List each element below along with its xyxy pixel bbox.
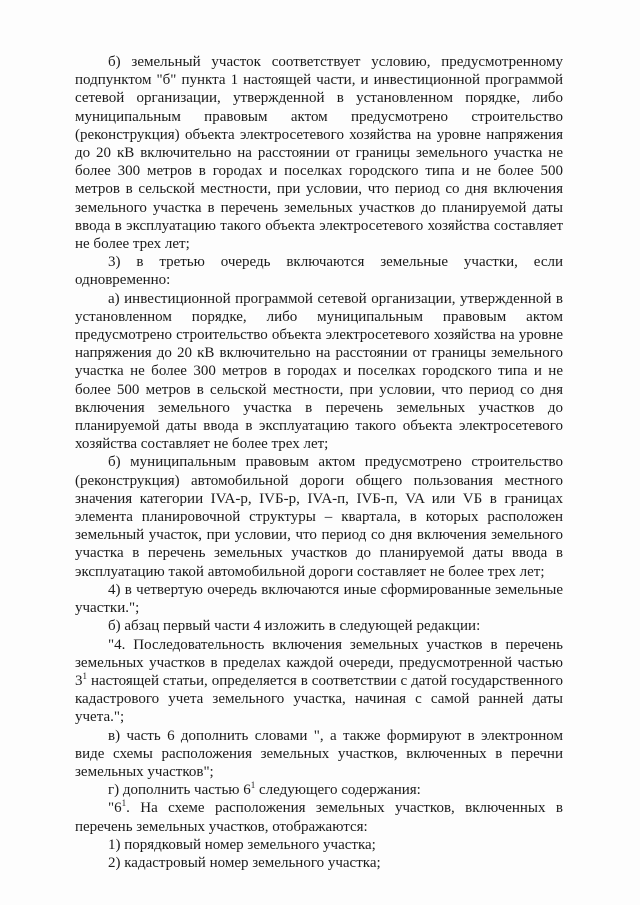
paragraph-3b: б) муниципальным правовым актом предусмотрено строительство (реконструкция) автомобильной дороги общего пользования местного значения категории IVA-р, IVБ-р, IVA-п, IVБ-п, VA или VБ в границах элемента планировочной структуры – квартала, в которых расположен земельный участок, при условии, что период со дня включения земельного участка в перечень земельных участков до планируемой даты ввода в эксплуатацию такой автомобильной дороги составляет не более трех лет; (75, 454, 563, 580)
paragraph-amend-b: б) абзац первый части 4 изложить в следующей редакции: (108, 618, 481, 635)
amend-d-superscript: 1 (250, 780, 256, 791)
paragraph-part-4 (75, 636, 563, 727)
paragraph-3a: а) инвестиционной программой сетевой организации, утвержденной в установленном порядке, либо муниципальным правовым актом предусмотрено строительство объекта электросетевого хозяйства на уровне напряжения до 20 кВ включительно на расстоянии от границы земельного участка не более 300 метров в городах и поселках городского типа и не более 500 метров в сельской местности, при условии, что период со дня включения земельного участка в перечень земельных участков до планируемой даты ввода в эксплуатацию такого объекта электросетевого хозяйства составляет не более трех лет; (75, 290, 563, 453)
paragraph-3: 3) в третью очередь включаются земельные участки, если одновременно: (75, 254, 563, 289)
amend-d-text-end: следующего содержания: (255, 782, 421, 799)
part-6-1-text-start: "6 (108, 800, 122, 817)
paragraph-amend-c: в) часть 6 дополнить словами ", а также формируют в электронном виде схемы расположения земельных участков, включенных в перечни земельных участков"; (75, 727, 563, 780)
paragraph-b-first: б) земельный участок соответствует условию, предусмотренному подпунктом "б" пункта 1 настоящей части, и инвестиционной программой сетевой организации, утвержденной в установленном порядке, либо муниципальным правовым актом предусмотрено строительство (реконструкция) объекта электросетевого хозяйства на уровне напряжения до 20 кВ включительно на расстоянии от границы земельного участка не более 300 метров в городах и поселках городского типа и не более 500 метров в сельской местности, при условии, что период со дня включения земельного участка в перечень земельных участков до планируемой даты ввода в эксплуатацию такого объекта электросетевого хозяйства составляет не более трех лет; (75, 54, 563, 253)
part-4-text-start: "4. Последовательность включения земельных участков в перечень земельных участков в пределах каждой очереди, предусмотренной частью 3 (75, 636, 563, 689)
part-4-superscript: 1 (82, 670, 87, 681)
amend-d-text-start: г) дополнить частью 6 (108, 782, 251, 799)
list-item-2: 2) кадастровый номер земельного участка; (108, 854, 381, 871)
paragraph-part-6-1 (75, 799, 563, 835)
paragraph-4: 4) в четвертую очередь включаются иные сформированные земельные участки."; (75, 581, 563, 617)
part-6-1-superscript: 1 (121, 798, 127, 809)
document-text (75, 53, 563, 872)
part-4-text-end: настоящей статьи, определяется в соответствии с датой государственного кадастрового учета земельного участка, начиная с самой ранней даты учета."; (75, 672, 563, 726)
paragraph-amend-d (75, 781, 563, 799)
part-6-1-text-end: . На схеме расположения земельных участков, включенных в перечень земельных участков, отображаются: (75, 800, 563, 835)
list-item-1: 1) порядковый номер земельного участка; (108, 836, 376, 853)
